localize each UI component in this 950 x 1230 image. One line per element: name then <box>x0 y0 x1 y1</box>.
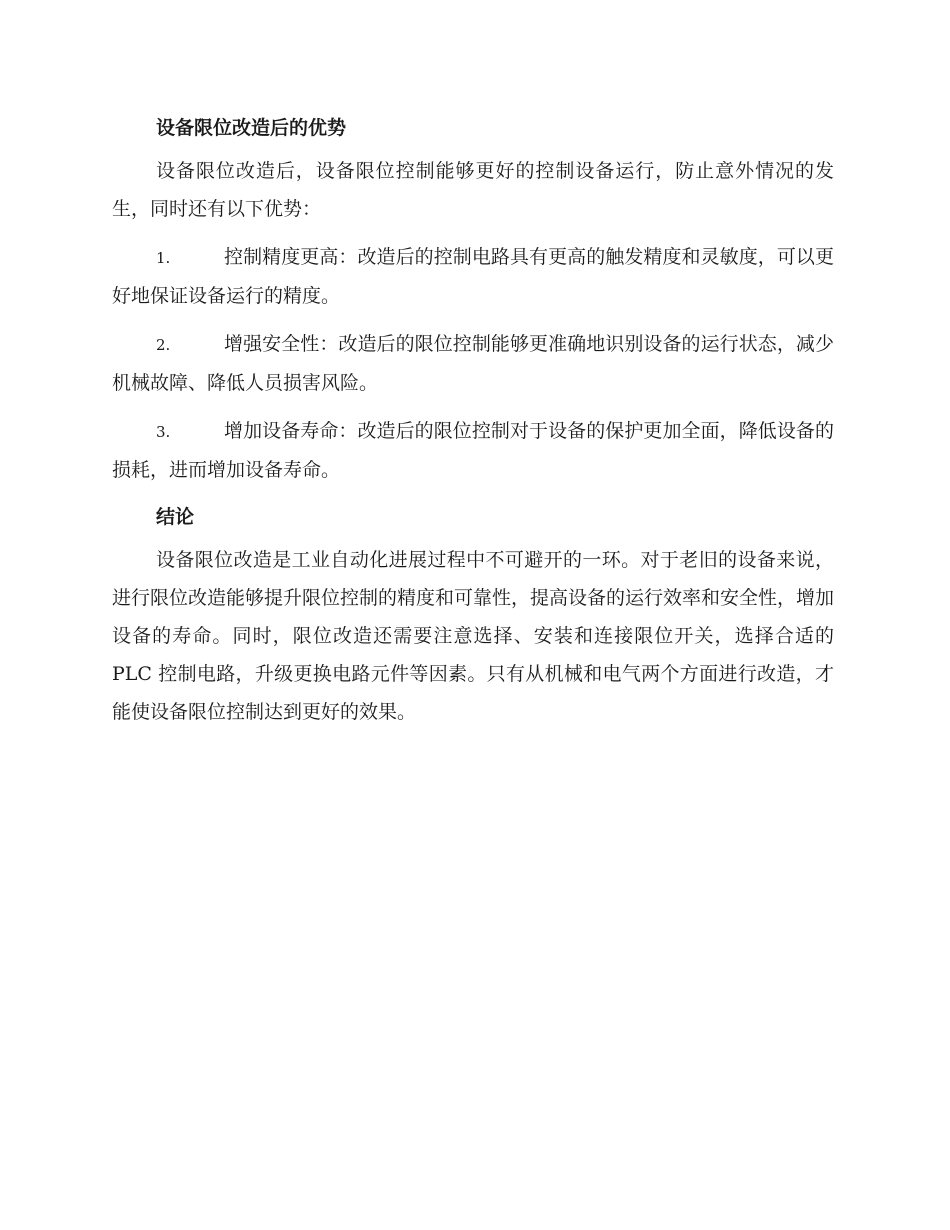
list-item-text: 增加设备寿命：改造后的限位控制对于设备的保护更加全面，降低设备的损耗，进而增加设备寿命。 <box>112 420 834 481</box>
list-item-number: 3. <box>156 423 171 441</box>
document-content <box>112 110 834 741</box>
list-item <box>112 325 834 402</box>
list-item <box>112 238 834 315</box>
list-item-text: 控制精度更高：改造后的控制电路具有更高的触发精度和灵敏度，可以更好地保证设备运行的精度。 <box>112 246 834 307</box>
list-item <box>112 412 834 489</box>
section-heading-advantages: 设备限位改造后的优势 <box>156 117 347 139</box>
list-item-number: 2. <box>156 336 171 354</box>
list-item-number: 1. <box>156 249 171 267</box>
section-heading-conclusion: 结论 <box>156 506 195 528</box>
intro-paragraph: 设备限位改造后，设备限位控制能够更好的控制设备运行，防止意外情况的发生，同时还有以下优势： <box>112 160 834 220</box>
list-item-text: 增强安全性：改造后的限位控制能够更准确地识别设备的运行状态，减少机械故障、降低人员损害风险。 <box>112 333 834 394</box>
conclusion-paragraph: 设备限位改造是工业自动化进展过程中不可避开的一环。对于老旧的设备来说，进行限位改造能够提升限位控制的精度和可靠性，提高设备的运行效率和安全性，增加设备的寿命。同时，限位改造还需要注意选择、安装和连接限位开关，选择合适的 PLC 控制电路，升级更换电路元件等因素。只有从机械和电气两个方面进行改造，才能使设备限位控制达到更好的效果。 <box>112 549 835 723</box>
